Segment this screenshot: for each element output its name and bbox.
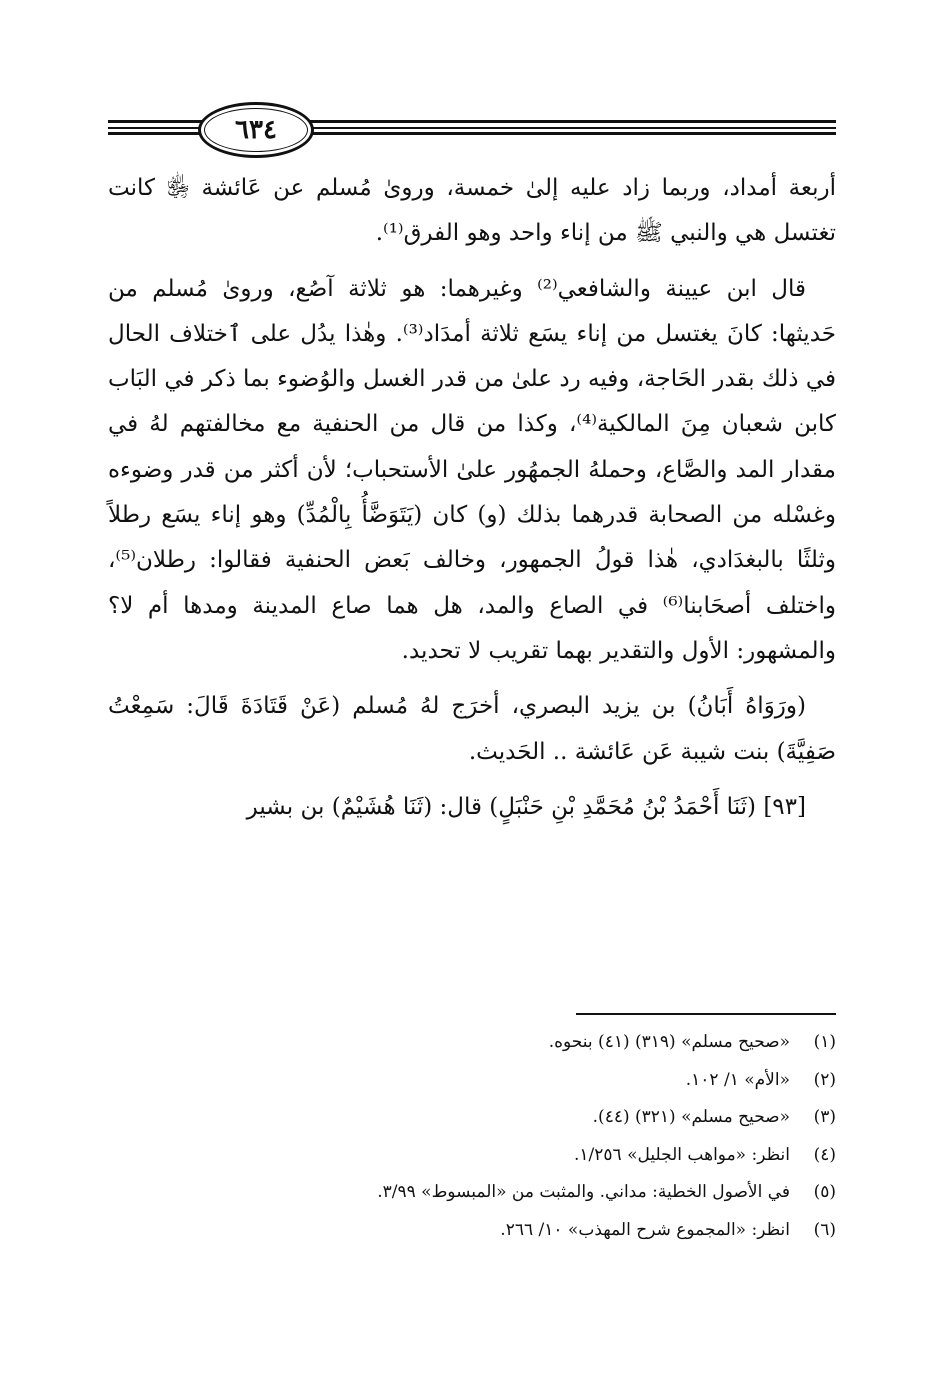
footnote-text: انظر: «المجموع شرح المهذب» ١٠/ ٢٦٦. — [500, 1219, 790, 1240]
footnote — [108, 1024, 836, 1062]
footnote-number: (٢) — [813, 1069, 836, 1090]
footnote-text: انظر: «مواهب الجليل» ١/٢٥٦. — [574, 1144, 790, 1165]
footnote-separator — [576, 1013, 836, 1015]
footnote-text: في الأصول الخطية: مداني. والمثبت من «المبسوط» ٣/٩٩. — [377, 1182, 790, 1203]
page-number-badge — [198, 102, 314, 158]
footnote-number: (٥) — [813, 1182, 836, 1203]
footnote — [108, 1137, 836, 1175]
footnote-number: (٣) — [813, 1107, 836, 1128]
paragraph: (ورَوَاهُ أَبَانُ) بن يزيد البصري، أخرَج لهُ مُسلم (عَنْ قَتَادَةَ قَالَ: سَمِعْتُ صَفِيَّةَ) بنت شيبة عَن عَائشة .. الحَديث. — [108, 693, 836, 765]
page-number: ٦٣٤ — [235, 115, 277, 145]
main-text — [108, 166, 836, 830]
footnote-text: «الأم» ١/ ١٠٢. — [685, 1069, 790, 1090]
footnote-text: «صحيح مسلم» (٣١٩) (٤١) بنحوه. — [548, 1032, 790, 1052]
paragraph: قال ابن عيينة والشافعي⁽²⁾ وغيرهما: هو ثلاثة آصُع، وروىٰ مُسلم من حَديثها: كانَ يغتسل من إناء يسَع ثلاثة أمدَاد⁽³⁾. وهٰذا يدُل على ٱختلاف الحال في ذلك بقدر الحَاجة، وفيه رد علىٰ من قدر الغسل والوُضوء بما ذكر في البَاب كابن شعبان مِنَ المالكية⁽⁴⁾، وكذا من قال من الحنفية مع مخالفتهم لهُ في مقدار المد والصَّاع، وحملهُ الجمهُور علىٰ الأستحباب؛ لأن أكثر من قدر وضوءه وغسْله من الصحابة قدرهما بذلك (و) كان (يَتَوَضَّأُ بِالْمُدِّ) وهو إناء يسَع رطلاً وثلثًا بالبغدَادي، هٰذا قولُ الجمهور، وخالف بَعض الحنفية فقالوا: رطلان⁽⁵⁾، واختلف أصحَابنا⁽⁶⁾ في الصاع والمد، هل هما صاع المدينة ومدها أم لا؟ والمشهور: الأول والتقدير بهما تقريب لا تحديد. — [108, 275, 836, 664]
paragraph: [٩٣] (ثَنَا أَحْمَدُ بْنُ مُحَمَّدِ بْنِ حَنْبَلٍ) قال: (ثَنَا هُشَيْمٌ) بن بشير — [246, 793, 806, 820]
footnote-number: (١) — [813, 1032, 836, 1052]
footnote-number: (٤) — [813, 1144, 836, 1165]
footnotes — [108, 1024, 836, 1250]
footnote-number: (٦) — [813, 1219, 836, 1240]
paragraph: أربعة أمداد، وربما زاد عليه إلىٰ خمسة، وروىٰ مُسلم عن عَائشة ﵂ كانت تغتسل هي والنبي ﷺ من إناء واحد وهو الفرق⁽¹⁾. — [108, 175, 836, 247]
page-header — [108, 98, 836, 158]
footnote — [108, 1212, 836, 1250]
footnote — [108, 1062, 836, 1100]
footnote-text: «صحيح مسلم» (٣٢١) (٤٤). — [592, 1107, 790, 1128]
footnote — [108, 1099, 836, 1137]
footnote — [108, 1174, 836, 1212]
